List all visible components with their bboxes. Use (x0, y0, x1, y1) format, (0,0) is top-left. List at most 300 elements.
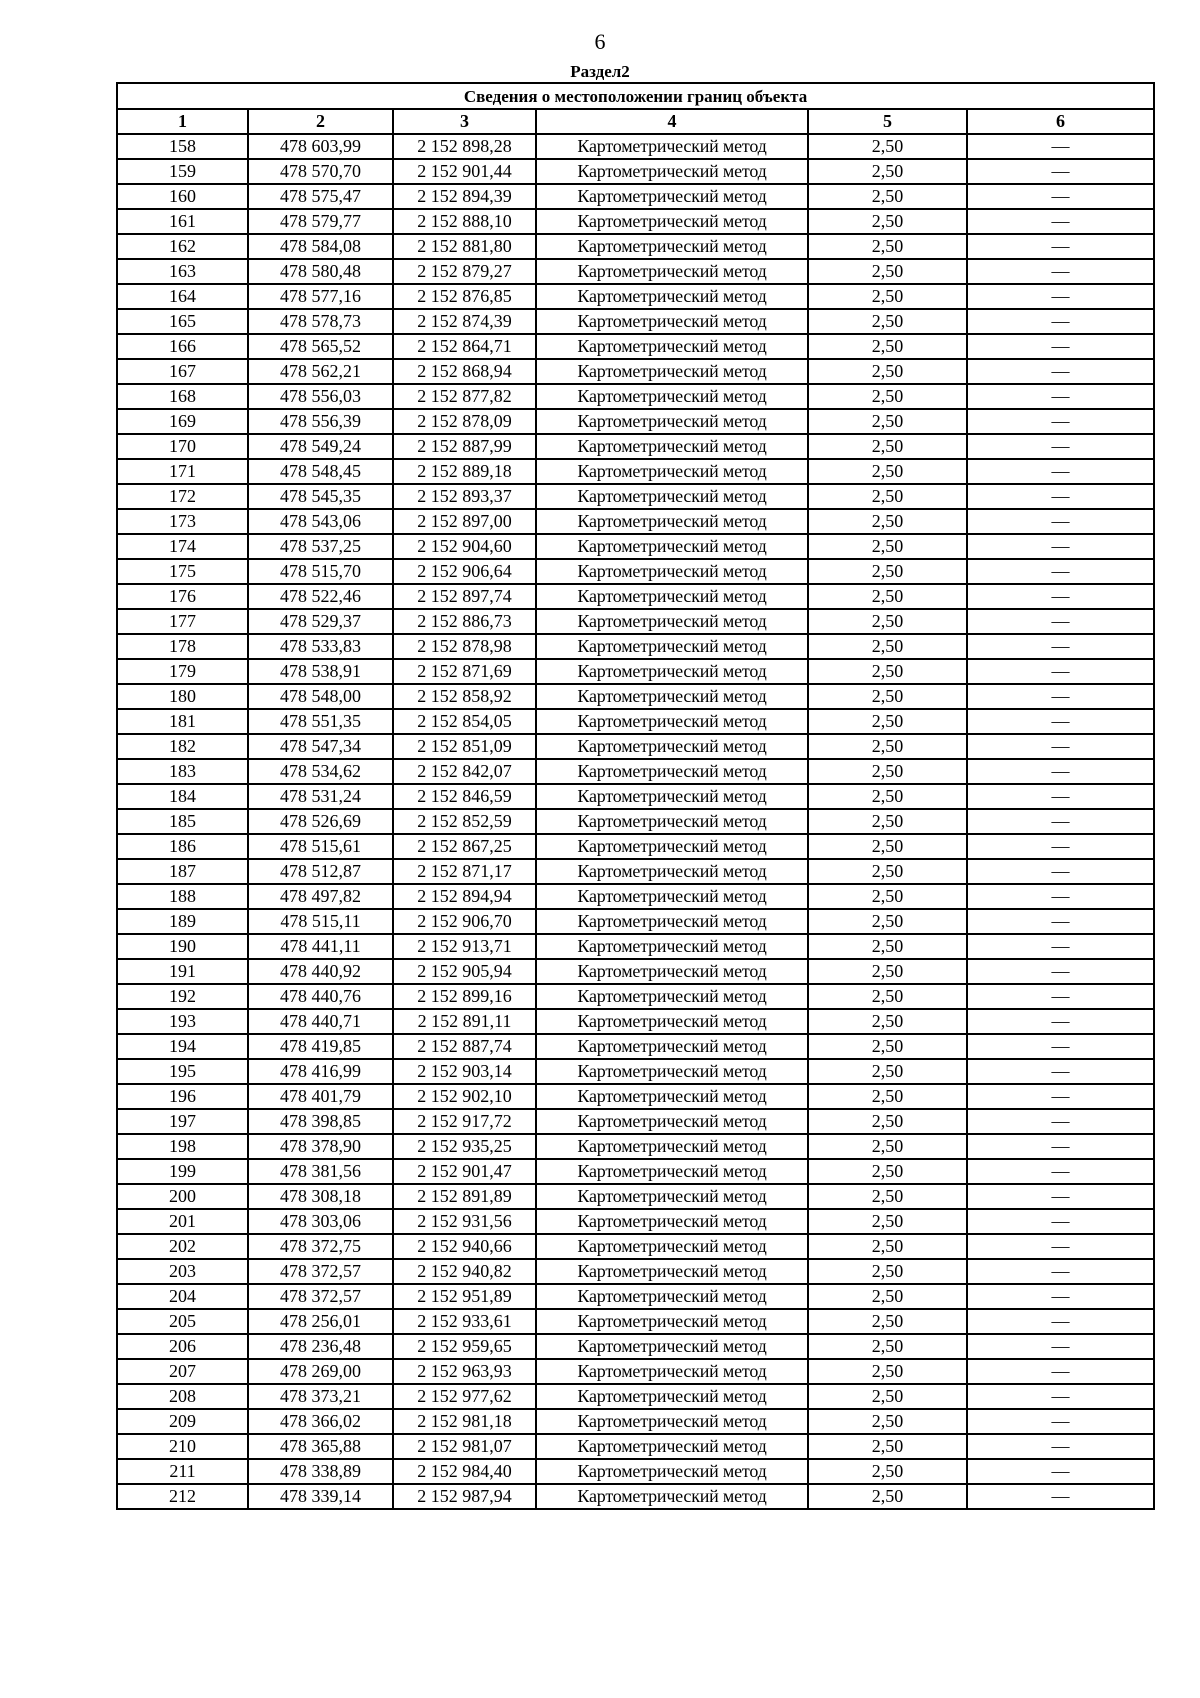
table-row (117, 1259, 1154, 1284)
description-cell: — (967, 1209, 1154, 1234)
accuracy-cell: 2,50 (808, 1334, 967, 1359)
description-cell: — (967, 1059, 1154, 1084)
accuracy-cell: 2,50 (808, 1284, 967, 1309)
accuracy-cell: 2,50 (808, 759, 967, 784)
x-coordinate-cell: 478 548,00 (248, 684, 393, 709)
table-row (117, 359, 1154, 384)
accuracy-cell: 2,50 (808, 1234, 967, 1259)
description-cell: — (967, 659, 1154, 684)
point-number-cell: 162 (117, 234, 248, 259)
accuracy-cell: 2,50 (808, 609, 967, 634)
description-cell: — (967, 984, 1154, 1009)
method-cell: Картометрический метод (536, 1409, 808, 1434)
x-coordinate-cell: 478 578,73 (248, 309, 393, 334)
method-cell: Картометрический метод (536, 959, 808, 984)
point-number-cell: 183 (117, 759, 248, 784)
method-cell: Картометрический метод (536, 1309, 808, 1334)
description-cell: — (967, 359, 1154, 384)
accuracy-cell: 2,50 (808, 1184, 967, 1209)
point-number-cell: 211 (117, 1459, 248, 1484)
method-cell: Картометрический метод (536, 234, 808, 259)
point-number-cell: 202 (117, 1234, 248, 1259)
point-number-cell: 187 (117, 859, 248, 884)
accuracy-cell: 2,50 (808, 1259, 967, 1284)
x-coordinate-cell: 478 570,70 (248, 159, 393, 184)
description-cell: — (967, 134, 1154, 159)
method-cell: Картометрический метод (536, 1184, 808, 1209)
table-row (117, 1009, 1154, 1034)
description-cell: — (967, 734, 1154, 759)
table-row (117, 834, 1154, 859)
method-cell: Картометрический метод (536, 459, 808, 484)
y-coordinate-cell: 2 152 906,64 (393, 559, 536, 584)
table-row (117, 909, 1154, 934)
accuracy-cell: 2,50 (808, 334, 967, 359)
method-cell: Картометрический метод (536, 1159, 808, 1184)
y-coordinate-cell: 2 152 933,61 (393, 1309, 536, 1334)
description-cell: — (967, 1109, 1154, 1134)
x-coordinate-cell: 478 440,76 (248, 984, 393, 1009)
y-coordinate-cell: 2 152 877,82 (393, 384, 536, 409)
column-number: 5 (808, 109, 967, 134)
method-cell: Картометрический метод (536, 734, 808, 759)
description-cell: — (967, 1384, 1154, 1409)
table-row (117, 759, 1154, 784)
x-coordinate-cell: 478 537,25 (248, 534, 393, 559)
method-cell: Картометрический метод (536, 834, 808, 859)
description-cell: — (967, 1459, 1154, 1484)
y-coordinate-cell: 2 152 891,11 (393, 1009, 536, 1034)
x-coordinate-cell: 478 440,71 (248, 1009, 393, 1034)
accuracy-cell: 2,50 (808, 709, 967, 734)
column-number: 1 (117, 109, 248, 134)
accuracy-cell: 2,50 (808, 784, 967, 809)
x-coordinate-cell: 478 551,35 (248, 709, 393, 734)
point-number-cell: 207 (117, 1359, 248, 1384)
point-number-cell: 163 (117, 259, 248, 284)
boundary-coordinates-table (116, 82, 1155, 1510)
point-number-cell: 208 (117, 1384, 248, 1409)
method-cell: Картометрический метод (536, 909, 808, 934)
y-coordinate-cell: 2 152 917,72 (393, 1109, 536, 1134)
accuracy-cell: 2,50 (808, 584, 967, 609)
y-coordinate-cell: 2 152 981,18 (393, 1409, 536, 1434)
x-coordinate-cell: 478 338,89 (248, 1459, 393, 1484)
accuracy-cell: 2,50 (808, 1209, 967, 1234)
x-coordinate-cell: 478 545,35 (248, 484, 393, 509)
method-cell: Картометрический метод (536, 1284, 808, 1309)
x-coordinate-cell: 478 515,70 (248, 559, 393, 584)
description-cell: — (967, 309, 1154, 334)
table-caption: Сведения о местоположении границ объекта (117, 83, 1154, 109)
method-cell: Картометрический метод (536, 409, 808, 434)
y-coordinate-cell: 2 152 871,17 (393, 859, 536, 884)
y-coordinate-cell: 2 152 878,98 (393, 634, 536, 659)
point-number-cell: 168 (117, 384, 248, 409)
point-number-cell: 199 (117, 1159, 248, 1184)
accuracy-cell: 2,50 (808, 184, 967, 209)
method-cell: Картометрический метод (536, 659, 808, 684)
accuracy-cell: 2,50 (808, 409, 967, 434)
accuracy-cell: 2,50 (808, 234, 967, 259)
point-number-cell: 165 (117, 309, 248, 334)
method-cell: Картометрический метод (536, 584, 808, 609)
table-row (117, 159, 1154, 184)
accuracy-cell: 2,50 (808, 634, 967, 659)
method-cell: Картометрический метод (536, 1384, 808, 1409)
table-row (117, 884, 1154, 909)
point-number-cell: 176 (117, 584, 248, 609)
y-coordinate-cell: 2 152 906,70 (393, 909, 536, 934)
description-cell: — (967, 909, 1154, 934)
table-row (117, 784, 1154, 809)
point-number-cell: 189 (117, 909, 248, 934)
y-coordinate-cell: 2 152 963,93 (393, 1359, 536, 1384)
table-body (117, 134, 1154, 1509)
accuracy-cell: 2,50 (808, 534, 967, 559)
y-coordinate-cell: 2 152 897,00 (393, 509, 536, 534)
method-cell: Картометрический метод (536, 759, 808, 784)
method-cell: Картометрический метод (536, 184, 808, 209)
accuracy-cell: 2,50 (808, 459, 967, 484)
table-row (117, 1234, 1154, 1259)
table-row (117, 659, 1154, 684)
x-coordinate-cell: 478 562,21 (248, 359, 393, 384)
x-coordinate-cell: 478 549,24 (248, 434, 393, 459)
x-coordinate-cell: 478 378,90 (248, 1134, 393, 1159)
description-cell: — (967, 1159, 1154, 1184)
table-row (117, 384, 1154, 409)
y-coordinate-cell: 2 152 891,89 (393, 1184, 536, 1209)
method-cell: Картометрический метод (536, 784, 808, 809)
description-cell: — (967, 534, 1154, 559)
table-row (117, 734, 1154, 759)
table-row (117, 459, 1154, 484)
x-coordinate-cell: 478 515,11 (248, 909, 393, 934)
point-number-cell: 170 (117, 434, 248, 459)
section-title: Раздел2 (570, 62, 630, 81)
description-cell: — (967, 409, 1154, 434)
table-row (117, 1484, 1154, 1509)
y-coordinate-cell: 2 152 851,09 (393, 734, 536, 759)
y-coordinate-cell: 2 152 904,60 (393, 534, 536, 559)
x-coordinate-cell: 478 398,85 (248, 1109, 393, 1134)
method-cell: Картометрический метод (536, 634, 808, 659)
table-row (117, 859, 1154, 884)
description-cell: — (967, 184, 1154, 209)
accuracy-cell: 2,50 (808, 1034, 967, 1059)
description-cell: — (967, 334, 1154, 359)
table-row (117, 984, 1154, 1009)
method-cell: Картометрический метод (536, 859, 808, 884)
table-row (117, 1209, 1154, 1234)
x-coordinate-cell: 478 373,21 (248, 1384, 393, 1409)
accuracy-cell: 2,50 (808, 659, 967, 684)
table-row (117, 634, 1154, 659)
y-coordinate-cell: 2 152 901,44 (393, 159, 536, 184)
point-number-cell: 194 (117, 1034, 248, 1059)
x-coordinate-cell: 478 522,46 (248, 584, 393, 609)
description-cell: — (967, 609, 1154, 634)
point-number-cell: 172 (117, 484, 248, 509)
x-coordinate-cell: 478 497,82 (248, 884, 393, 909)
accuracy-cell: 2,50 (808, 1084, 967, 1109)
point-number-cell: 180 (117, 684, 248, 709)
description-cell: — (967, 584, 1154, 609)
accuracy-cell: 2,50 (808, 1459, 967, 1484)
point-number-cell: 160 (117, 184, 248, 209)
method-cell: Картометрический метод (536, 384, 808, 409)
method-cell: Картометрический метод (536, 1134, 808, 1159)
x-coordinate-cell: 478 534,62 (248, 759, 393, 784)
description-cell: — (967, 509, 1154, 534)
description-cell: — (967, 1334, 1154, 1359)
x-coordinate-cell: 478 303,06 (248, 1209, 393, 1234)
accuracy-cell: 2,50 (808, 484, 967, 509)
table-row (117, 1409, 1154, 1434)
table-row (117, 809, 1154, 834)
description-cell: — (967, 834, 1154, 859)
description-cell: — (967, 959, 1154, 984)
point-number-cell: 158 (117, 134, 248, 159)
point-number-cell: 167 (117, 359, 248, 384)
method-cell: Картометрический метод (536, 934, 808, 959)
accuracy-cell: 2,50 (808, 1434, 967, 1459)
table-row (117, 1309, 1154, 1334)
table-row (117, 709, 1154, 734)
x-coordinate-cell: 478 512,87 (248, 859, 393, 884)
x-coordinate-cell: 478 547,34 (248, 734, 393, 759)
accuracy-cell: 2,50 (808, 1309, 967, 1334)
description-cell: — (967, 559, 1154, 584)
point-number-cell: 159 (117, 159, 248, 184)
y-coordinate-cell: 2 152 886,73 (393, 609, 536, 634)
description-cell: — (967, 234, 1154, 259)
y-coordinate-cell: 2 152 889,18 (393, 459, 536, 484)
y-coordinate-cell: 2 152 905,94 (393, 959, 536, 984)
y-coordinate-cell: 2 152 940,66 (393, 1234, 536, 1259)
method-cell: Картометрический метод (536, 1334, 808, 1359)
description-cell: — (967, 884, 1154, 909)
description-cell: — (967, 934, 1154, 959)
method-cell: Картометрический метод (536, 434, 808, 459)
y-coordinate-cell: 2 152 867,25 (393, 834, 536, 859)
description-cell: — (967, 484, 1154, 509)
y-coordinate-cell: 2 152 903,14 (393, 1059, 536, 1084)
accuracy-cell: 2,50 (808, 909, 967, 934)
method-cell: Картометрический метод (536, 1084, 808, 1109)
x-coordinate-cell: 478 269,00 (248, 1359, 393, 1384)
accuracy-cell: 2,50 (808, 384, 967, 409)
x-coordinate-cell: 478 236,48 (248, 1334, 393, 1359)
y-coordinate-cell: 2 152 894,39 (393, 184, 536, 209)
description-cell: — (967, 1134, 1154, 1159)
method-cell: Картометрический метод (536, 559, 808, 584)
y-coordinate-cell: 2 152 878,09 (393, 409, 536, 434)
accuracy-cell: 2,50 (808, 1059, 967, 1084)
x-coordinate-cell: 478 556,39 (248, 409, 393, 434)
method-cell: Картометрический метод (536, 359, 808, 384)
method-cell: Картометрический метод (536, 209, 808, 234)
table-row (117, 959, 1154, 984)
accuracy-cell: 2,50 (808, 734, 967, 759)
accuracy-cell: 2,50 (808, 884, 967, 909)
point-number-cell: 206 (117, 1334, 248, 1359)
accuracy-cell: 2,50 (808, 559, 967, 584)
y-coordinate-cell: 2 152 887,74 (393, 1034, 536, 1059)
point-number-cell: 181 (117, 709, 248, 734)
description-cell: — (967, 709, 1154, 734)
x-coordinate-cell: 478 556,03 (248, 384, 393, 409)
method-cell: Картометрический метод (536, 534, 808, 559)
y-coordinate-cell: 2 152 893,37 (393, 484, 536, 509)
point-number-cell: 205 (117, 1309, 248, 1334)
y-coordinate-cell: 2 152 951,89 (393, 1284, 536, 1309)
point-number-cell: 212 (117, 1484, 248, 1509)
description-cell: — (967, 1184, 1154, 1209)
x-coordinate-cell: 478 256,01 (248, 1309, 393, 1334)
point-number-cell: 201 (117, 1209, 248, 1234)
method-cell: Картометрический метод (536, 1259, 808, 1284)
method-cell: Картометрический метод (536, 159, 808, 184)
point-number-cell: 190 (117, 934, 248, 959)
method-cell: Картометрический метод (536, 684, 808, 709)
point-number-cell: 209 (117, 1409, 248, 1434)
method-cell: Картометрический метод (536, 1209, 808, 1234)
x-coordinate-cell: 478 365,88 (248, 1434, 393, 1459)
method-cell: Картометрический метод (536, 1034, 808, 1059)
table-row (117, 134, 1154, 159)
page-number: 6 (594, 29, 606, 54)
table-row (117, 309, 1154, 334)
x-coordinate-cell: 478 372,75 (248, 1234, 393, 1259)
y-coordinate-cell: 2 152 887,99 (393, 434, 536, 459)
description-cell: — (967, 259, 1154, 284)
method-cell: Картометрический метод (536, 1109, 808, 1134)
y-coordinate-cell: 2 152 913,71 (393, 934, 536, 959)
table-row (117, 334, 1154, 359)
point-number-cell: 188 (117, 884, 248, 909)
accuracy-cell: 2,50 (808, 1159, 967, 1184)
method-cell: Картометрический метод (536, 709, 808, 734)
accuracy-cell: 2,50 (808, 684, 967, 709)
x-coordinate-cell: 478 366,02 (248, 1409, 393, 1434)
table-row (117, 684, 1154, 709)
y-coordinate-cell: 2 152 864,71 (393, 334, 536, 359)
y-coordinate-cell: 2 152 901,47 (393, 1159, 536, 1184)
y-coordinate-cell: 2 152 881,80 (393, 234, 536, 259)
accuracy-cell: 2,50 (808, 934, 967, 959)
y-coordinate-cell: 2 152 981,07 (393, 1434, 536, 1459)
table-row (117, 209, 1154, 234)
table-row (117, 1459, 1154, 1484)
table-caption-row (117, 83, 1154, 109)
x-coordinate-cell: 478 575,47 (248, 184, 393, 209)
method-cell: Картометрический метод (536, 1484, 808, 1509)
y-coordinate-cell: 2 152 898,28 (393, 134, 536, 159)
table-row (117, 559, 1154, 584)
description-cell: — (967, 1409, 1154, 1434)
accuracy-cell: 2,50 (808, 159, 967, 184)
x-coordinate-cell: 478 440,92 (248, 959, 393, 984)
y-coordinate-cell: 2 152 854,05 (393, 709, 536, 734)
x-coordinate-cell: 478 441,11 (248, 934, 393, 959)
x-coordinate-cell: 478 531,24 (248, 784, 393, 809)
description-cell: — (967, 1359, 1154, 1384)
method-cell: Картометрический метод (536, 809, 808, 834)
table-row (117, 1159, 1154, 1184)
table-row (117, 1034, 1154, 1059)
accuracy-cell: 2,50 (808, 859, 967, 884)
accuracy-cell: 2,50 (808, 284, 967, 309)
description-cell: — (967, 384, 1154, 409)
point-number-cell: 210 (117, 1434, 248, 1459)
y-coordinate-cell: 2 152 902,10 (393, 1084, 536, 1109)
accuracy-cell: 2,50 (808, 434, 967, 459)
x-coordinate-cell: 478 381,56 (248, 1159, 393, 1184)
method-cell: Картометрический метод (536, 309, 808, 334)
method-cell: Картометрический метод (536, 1009, 808, 1034)
point-number-cell: 166 (117, 334, 248, 359)
point-number-cell: 191 (117, 959, 248, 984)
method-cell: Картометрический метод (536, 284, 808, 309)
x-coordinate-cell: 478 565,52 (248, 334, 393, 359)
table-row (117, 259, 1154, 284)
x-coordinate-cell: 478 543,06 (248, 509, 393, 534)
y-coordinate-cell: 2 152 899,16 (393, 984, 536, 1009)
description-cell: — (967, 1309, 1154, 1334)
x-coordinate-cell: 478 372,57 (248, 1284, 393, 1309)
accuracy-cell: 2,50 (808, 509, 967, 534)
y-coordinate-cell: 2 152 846,59 (393, 784, 536, 809)
point-number-cell: 193 (117, 1009, 248, 1034)
y-coordinate-cell: 2 152 959,65 (393, 1334, 536, 1359)
table-row (117, 184, 1154, 209)
y-coordinate-cell: 2 152 987,94 (393, 1484, 536, 1509)
table-row (117, 1134, 1154, 1159)
method-cell: Картометрический метод (536, 334, 808, 359)
y-coordinate-cell: 2 152 935,25 (393, 1134, 536, 1159)
x-coordinate-cell: 478 372,57 (248, 1259, 393, 1284)
accuracy-cell: 2,50 (808, 359, 967, 384)
point-number-cell: 192 (117, 984, 248, 1009)
accuracy-cell: 2,50 (808, 1409, 967, 1434)
method-cell: Картометрический метод (536, 259, 808, 284)
table-row (117, 1334, 1154, 1359)
x-coordinate-cell: 478 603,99 (248, 134, 393, 159)
point-number-cell: 200 (117, 1184, 248, 1209)
point-number-cell: 175 (117, 559, 248, 584)
x-coordinate-cell: 478 416,99 (248, 1059, 393, 1084)
method-cell: Картометрический метод (536, 984, 808, 1009)
accuracy-cell: 2,50 (808, 1009, 967, 1034)
y-coordinate-cell: 2 152 868,94 (393, 359, 536, 384)
x-coordinate-cell: 478 419,85 (248, 1034, 393, 1059)
x-coordinate-cell: 478 529,37 (248, 609, 393, 634)
description-cell: — (967, 1259, 1154, 1284)
point-number-cell: 197 (117, 1109, 248, 1134)
x-coordinate-cell: 478 577,16 (248, 284, 393, 309)
description-cell: — (967, 634, 1154, 659)
method-cell: Картометрический метод (536, 1434, 808, 1459)
table-row (117, 484, 1154, 509)
y-coordinate-cell: 2 152 874,39 (393, 309, 536, 334)
x-coordinate-cell: 478 339,14 (248, 1484, 393, 1509)
description-cell: — (967, 684, 1154, 709)
description-cell: — (967, 1284, 1154, 1309)
description-cell: — (967, 1234, 1154, 1259)
table-row (117, 584, 1154, 609)
